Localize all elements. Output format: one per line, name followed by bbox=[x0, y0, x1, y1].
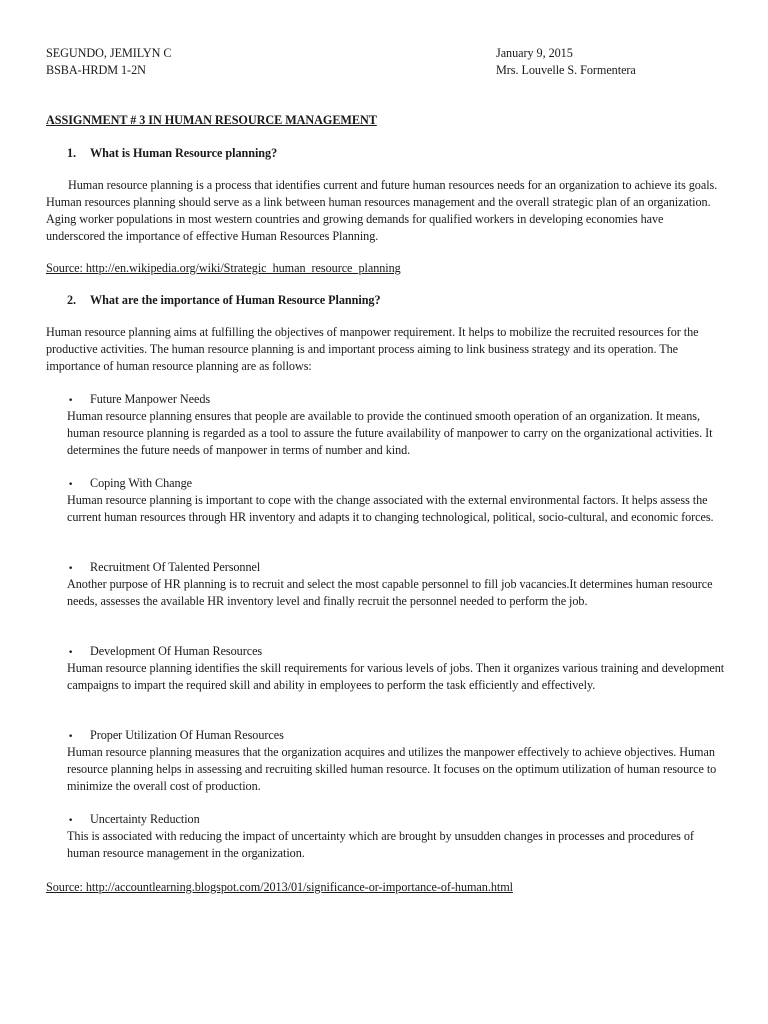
bullet-item-description: This is associated with reducing the impact of uncertainty which are brought by unsudden changes in processes and procedures of human resource management in the organization. bbox=[67, 829, 694, 860]
question-2-number: 2. bbox=[67, 293, 77, 307]
bullet-heading-text: Future Manpower Needs bbox=[90, 392, 211, 406]
bullet-icon: • bbox=[68, 816, 74, 826]
question-2 bbox=[67, 292, 381, 309]
bullet-heading-text: Development Of Human Resources bbox=[90, 644, 263, 658]
student-name: SEGUNDO, JEMILYN C bbox=[46, 46, 172, 60]
question-1-number: 1. bbox=[67, 146, 77, 160]
bullet-item-description: Another purpose of HR planning is to recruit and select the most capable personnel to fill job vacancies.It determines human resource needs, assesses the available HR inventory level and finally recruit the personnel needed to perform the job. bbox=[67, 577, 713, 608]
answer-2-intro: Human resource planning aims at fulfilling the objectives of manpower requirement. It helps to mobilize the recruited resources for the productive activities. The human resource planning is and important process aiming to link business strategy and its operation. The importance of human resource planning are as follows: bbox=[46, 325, 699, 373]
bullet-heading-text: Coping With Change bbox=[90, 476, 192, 490]
bullet-icon: • bbox=[68, 396, 74, 406]
bullet-item-description: Human resource planning identifies the skill requirements for various levels of jobs. Then it organizes various training and development campaigns to impart the required skill and ability in employees to perform the task efficiently and effectively. bbox=[67, 661, 725, 692]
assignment-title: ASSIGNMENT # 3 IN HUMAN RESOURCE MANAGEMENT bbox=[46, 113, 377, 127]
source-link-1[interactable]: Source: http://en.wikipedia.org/wiki/Strategic_human_resource_planning bbox=[46, 261, 401, 275]
instructor-name: Mrs. Louvelle S. Formentera bbox=[496, 63, 636, 77]
answer-1-text: Human resource planning is a process that identifies current and future human resources needs for an organization to achieve its goals. Human resources planning should serve as a link between human resources management and the overall strategic plan of an organization. Aging worker populations in most western countries and growing demands for qualified workers in developing economies have underscored the importance of effective Human Resources Planning. bbox=[46, 178, 718, 243]
bullet-icon: • bbox=[68, 648, 74, 658]
bullet-heading-text: Recruitment Of Talented Personnel bbox=[90, 560, 261, 574]
assignment-date: January 9, 2015 bbox=[496, 46, 573, 60]
source-link-2[interactable]: Source: http://accountlearning.blogspot.com/2013/01/significance-or-importance-of-human.html bbox=[46, 880, 513, 894]
bullet-item-description: Human resource planning measures that the organization acquires and utilizes the manpower effectively to achieve objectives. Human resource planning helps in assessing and recruiting skilled human resource. It focuses on the optimum utilization of human resource to minimize the overall cost of production. bbox=[67, 745, 717, 793]
question-1 bbox=[67, 145, 277, 162]
bullet-icon: • bbox=[68, 480, 74, 490]
bullet-heading-text: Uncertainty Reduction bbox=[90, 812, 200, 826]
bullet-heading-text: Proper Utilization Of Human Resources bbox=[90, 728, 284, 742]
question-1-text: What is Human Resource planning? bbox=[90, 146, 278, 160]
answer-1-paragraph bbox=[46, 177, 722, 245]
bullet-icon: • bbox=[68, 564, 74, 574]
bullet-item-description: Human resource planning ensures that people are available to provide the continued smooth operation of an organization. It means, human resource planning is regarded as a tool to assure the future availability of manpower to carry on the organizational activities. It determines the future needs of manpower in terms of number and kind. bbox=[67, 409, 713, 457]
bullet-item-description: Human resource planning is important to cope with the change associated with the external environmental factors. It helps assess the current human resources through HR inventory and adapts it to changing technological, political, socio-cultural, and economic forces. bbox=[67, 493, 714, 524]
student-course: BSBA-HRDM 1-2N bbox=[46, 63, 146, 77]
bullet-icon: • bbox=[68, 732, 74, 742]
question-2-text: What are the importance of Human Resource Planning? bbox=[90, 293, 381, 307]
